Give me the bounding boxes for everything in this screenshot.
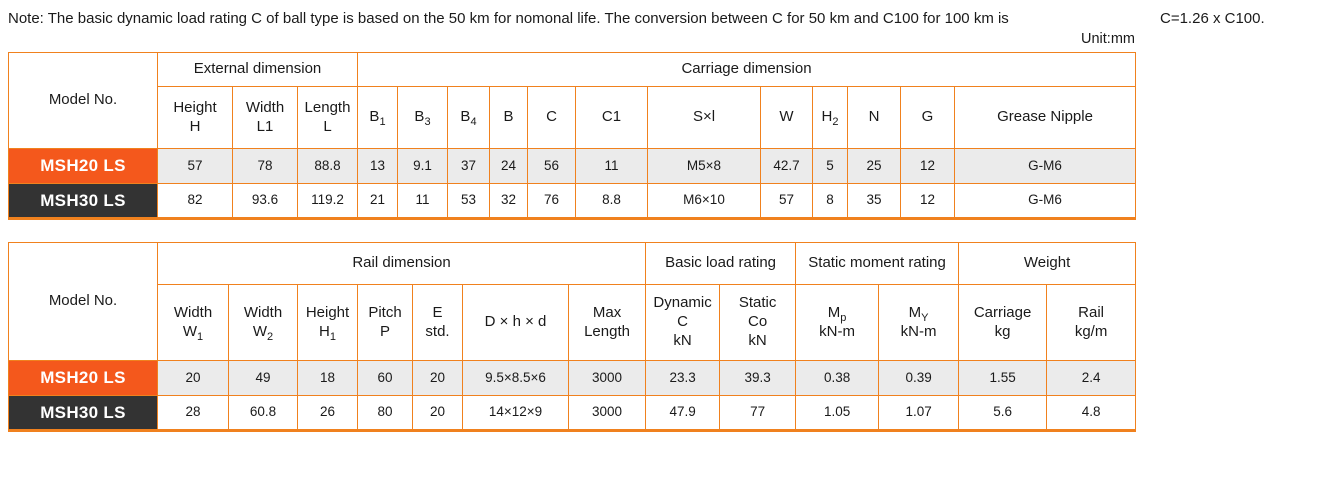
data-cell: 57 (158, 149, 233, 184)
data-cell: 32 (490, 184, 528, 219)
column-header: Static Co kN (720, 285, 796, 361)
data-cell: 20 (158, 361, 229, 396)
data-cell: 35 (848, 184, 901, 219)
data-cell: 1.05 (796, 396, 879, 431)
data-cell: 88.8 (298, 149, 358, 184)
data-cell: 28 (158, 396, 229, 431)
model-cell: MSH30 LS (9, 396, 158, 431)
data-cell: 12 (901, 184, 955, 219)
data-cell: 11 (576, 149, 648, 184)
data-cell: 13 (358, 149, 398, 184)
data-cell: 39.3 (720, 361, 796, 396)
data-cell: 25 (848, 149, 901, 184)
column-header: Height H (158, 87, 233, 149)
column-header: S×l (648, 87, 761, 149)
data-cell: 26 (298, 396, 358, 431)
data-cell: 20 (413, 361, 463, 396)
column-header: Width $W_2$ (229, 285, 298, 361)
model-cell: MSH30 LS (9, 184, 158, 219)
data-cell: G-M6 (955, 149, 1136, 184)
data-cell: 42.7 (761, 149, 813, 184)
table-row (9, 396, 1136, 431)
rail-dimension-table (8, 242, 1136, 432)
column-header: W (761, 87, 813, 149)
data-cell: 14×12×9 (463, 396, 569, 431)
conversion-formula: C=1.26 x C100. (1160, 10, 1265, 27)
column-header: C (528, 87, 576, 149)
column-header: C1 (576, 87, 648, 149)
data-cell: 93.6 (233, 184, 298, 219)
group-header: Carriage dimension (358, 53, 1136, 87)
column-header: D × h × d (463, 285, 569, 361)
data-cell: 78 (233, 149, 298, 184)
data-cell: 12 (901, 149, 955, 184)
column-header: Height $H_1$ (298, 285, 358, 361)
data-cell: 80 (358, 396, 413, 431)
group-header: Rail dimension (158, 243, 646, 285)
data-cell: 37 (448, 149, 490, 184)
data-cell: 0.39 (879, 361, 959, 396)
group-header: External dimension (158, 53, 358, 87)
model-no-header: Model No. (9, 243, 158, 361)
note-text: Note: The basic dynamic load rating C of ball type is based on the 50 km for nomonal life. The conversion between C for 50 km and C100 for 100 km is (8, 10, 1009, 27)
data-cell: 1.07 (879, 396, 959, 431)
data-cell: 3000 (569, 396, 646, 431)
data-cell: 82 (158, 184, 233, 219)
data-cell: M5×8 (648, 149, 761, 184)
table-row (9, 149, 1136, 184)
data-cell: 2.4 (1047, 361, 1136, 396)
data-cell: 24 (490, 149, 528, 184)
column-header: B (490, 87, 528, 149)
spec-sheet-page (0, 10, 1338, 432)
table-row (9, 361, 1136, 396)
column-header: E std. (413, 285, 463, 361)
column-header: $M_Y$ kN-m (879, 285, 959, 361)
data-cell: 3000 (569, 361, 646, 396)
group-header: Static moment rating (796, 243, 959, 285)
column-header: N (848, 87, 901, 149)
data-cell: 47.9 (646, 396, 720, 431)
group-header: Weight (959, 243, 1136, 285)
data-cell: 20 (413, 396, 463, 431)
data-cell: 21 (358, 184, 398, 219)
data-cell: 9.5×8.5×6 (463, 361, 569, 396)
column-header: Max Length (569, 285, 646, 361)
model-cell: MSH20 LS (9, 361, 158, 396)
column-header: Length L (298, 87, 358, 149)
column-header: Pitch P (358, 285, 413, 361)
column-header: Width $W_1$ (158, 285, 229, 361)
data-cell: 60 (358, 361, 413, 396)
data-cell: 23.3 (646, 361, 720, 396)
data-cell: 9.1 (398, 149, 448, 184)
column-header: $B_4$ (448, 87, 490, 149)
data-cell: 57 (761, 184, 813, 219)
unit-label: Unit:mm (1081, 31, 1135, 47)
data-cell: 76 (528, 184, 576, 219)
column-header: Dynamic C kN (646, 285, 720, 361)
data-cell: 1.55 (959, 361, 1047, 396)
data-cell: 77 (720, 396, 796, 431)
column-header: $B_3$ (398, 87, 448, 149)
carriage-dimension-table (8, 52, 1136, 220)
model-no-header: Model No. (9, 53, 158, 149)
data-cell: G-M6 (955, 184, 1136, 219)
column-header: Width L1 (233, 87, 298, 149)
data-cell: 11 (398, 184, 448, 219)
note-row (8, 10, 1338, 30)
table-row (9, 184, 1136, 219)
model-cell: MSH20 LS (9, 149, 158, 184)
column-header: Grease Nipple (955, 87, 1136, 149)
column-header: $M_p$ kN-m (796, 285, 879, 361)
group-header: Basic load rating (646, 243, 796, 285)
data-cell: M6×10 (648, 184, 761, 219)
column-header: Rail kg/m (1047, 285, 1136, 361)
column-header: $H_2$ (813, 87, 848, 149)
data-cell: 49 (229, 361, 298, 396)
data-cell: 5 (813, 149, 848, 184)
data-cell: 53 (448, 184, 490, 219)
data-cell: 119.2 (298, 184, 358, 219)
data-cell: 8 (813, 184, 848, 219)
data-cell: 18 (298, 361, 358, 396)
column-header: G (901, 87, 955, 149)
data-cell: 8.8 (576, 184, 648, 219)
data-cell: 56 (528, 149, 576, 184)
data-cell: 60.8 (229, 396, 298, 431)
data-cell: 0.38 (796, 361, 879, 396)
column-header: $B_1$ (358, 87, 398, 149)
column-header: Carriage kg (959, 285, 1047, 361)
data-cell: 5.6 (959, 396, 1047, 431)
data-cell: 4.8 (1047, 396, 1136, 431)
